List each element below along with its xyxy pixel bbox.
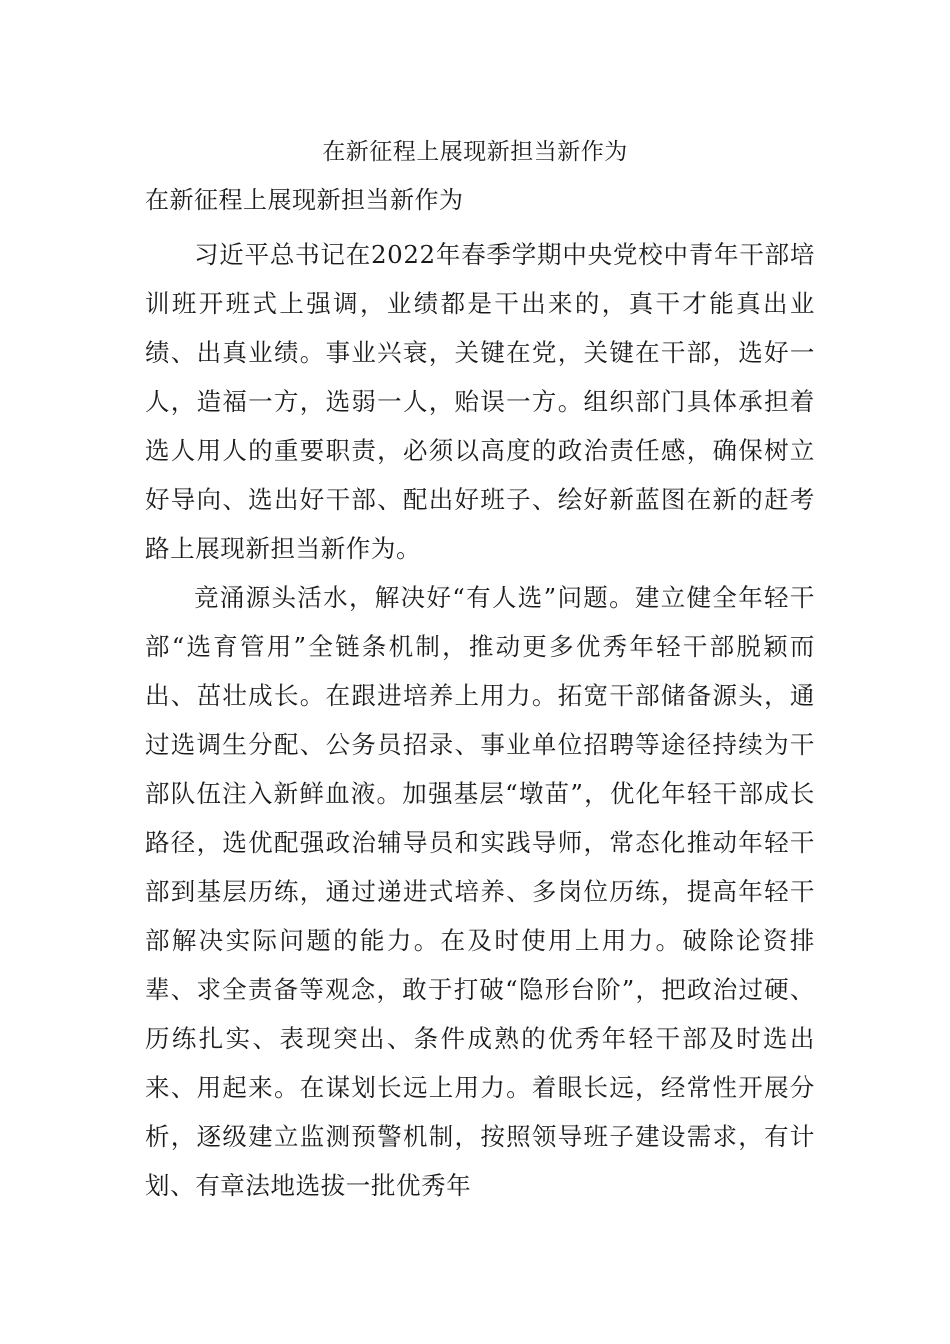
document-title: 在新征程上展现新担当新作为 [322,139,628,165]
document-body [145,230,815,1210]
paragraph-2: 竞涌源头活水，解决好“有人选”问题。建立健全年轻干部“选育管用”全链条机制，推动更多优秀年轻干部脱颖而出、茁壮成长。在跟进培养上用力。拓宽干部储备源头，通过选调生分配、公务员招录、事业单位招聘等途径持续为干部队伍注入新鲜血液。加强基层“墩苗”，优化年轻干部成长路径，选优配强政治辅导员和实践导师，常态化推动年轻干部到基层历练，通过递进式培养、多岗位历练，提高年轻干部解决实际问题的能力。在及时使用上用力。破除论资排辈、求全责备等观念，敢于打破“隐形台阶”，把政治过硬、历练扎实、表现突出、条件成熟的优秀年轻干部及时选出来、用起来。在谋划长远上用力。着眼长远，经常性开展分析，逐级建立监测预警机制，按照领导班子建设需求，有计划、有章法地选拔一批优秀年 [145,583,815,1200]
document-subtitle: 在新征程上展现新担当新作为 [145,186,464,214]
paragraph-1: 习近平总书记在2022年春季学期中央党校中青年干部培训班开班式上强调，业绩都是干出来的，真干才能真出业绩、出真业绩。事业兴衰，关键在党，关键在干部，选好一人，造福一方，选弱一人，贻误一方。组织部门具体承担着选人用人的重要职责，必须以高度的政治责任感，确保树立好导向、选出好干部、配出好班子、绘好新蓝图在新的赶考路上展现新担当新作为。 [145,240,815,563]
